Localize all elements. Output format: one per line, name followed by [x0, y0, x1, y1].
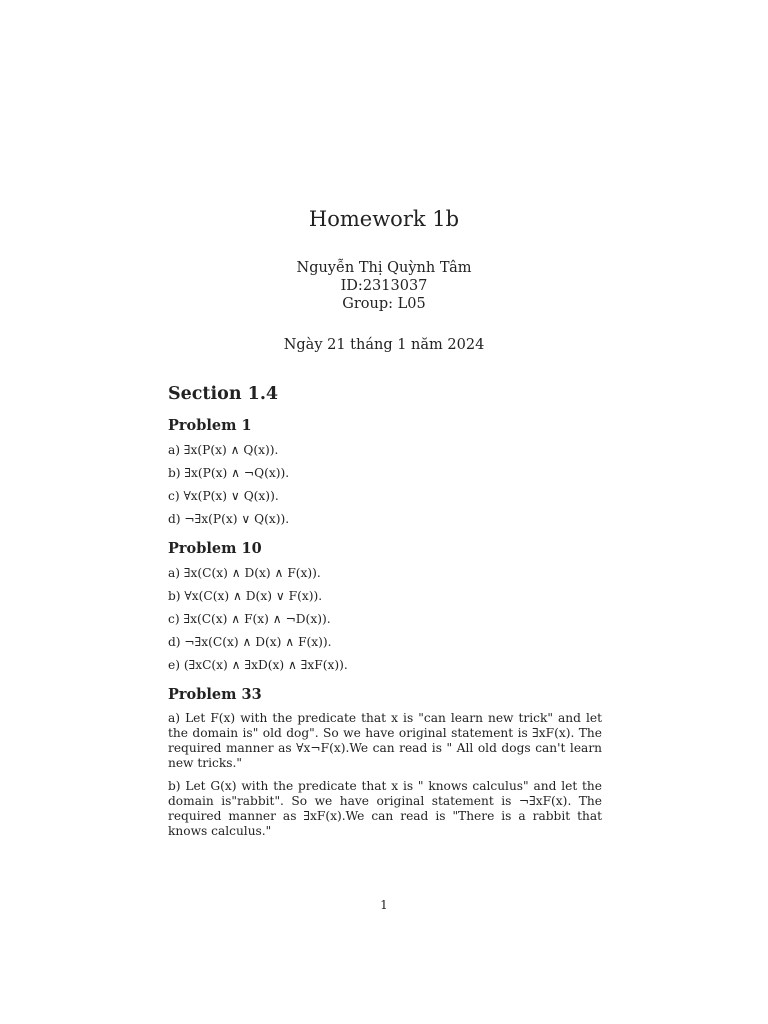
answer-paragraph: a) Let F(x) with the predicate that x is "can learn new trick" and let the domain is" old dog". So we have original statement is ∃xF(x). The required manner as ∀x¬F(x).We can read is " All old dogs can't learn new tricks." [168, 711, 602, 770]
document-date: Ngày 21 tháng 1 năm 2024 [283, 337, 485, 353]
problem-33 [168, 685, 602, 839]
problem-1 [168, 416, 602, 527]
answer-paragraph: b) Let G(x) with the predicate that x is " knows calculus" and let the domain is"rabbit". So we have original statement is ¬∃xF(x). The required manner as ∃xF(x).We can read is "There is a rabbit that knows calculus." [168, 779, 602, 838]
author-id: ID:2313037 [340, 278, 428, 294]
answer-item: b) ∃x(P(x) ∧ ¬Q(x)). [168, 466, 290, 480]
section-heading: Section 1.4 [168, 384, 279, 404]
author-block [0, 259, 768, 313]
answer-item: c) ∀x(P(x) ∨ Q(x)). [168, 489, 279, 503]
answer-item: e) (∃xC(x) ∧ ∃xD(x) ∧ ∃xF(x)). [168, 658, 348, 672]
answer-item: b) ∀x(C(x) ∧ D(x) ∨ F(x)). [168, 589, 323, 603]
answer-item: d) ¬∃x(C(x) ∧ D(x) ∧ F(x)). [168, 635, 332, 649]
problem-heading: Problem 33 [168, 686, 262, 703]
answer-item: a) ∃x(P(x) ∧ Q(x)). [168, 443, 279, 457]
answer-item: c) ∃x(C(x) ∧ F(x) ∧ ¬D(x)). [168, 612, 331, 626]
document-body [168, 382, 602, 851]
author-name: Nguyễn Thị Quỳnh Tâm [296, 260, 472, 276]
problem-heading: Problem 10 [168, 540, 262, 557]
problem-heading: Problem 1 [168, 417, 252, 434]
answer-item: d) ¬∃x(P(x) ∨ Q(x)). [168, 512, 290, 526]
problem-10 [168, 539, 602, 673]
author-group: Group: L05 [342, 296, 426, 312]
page-number: 1 [380, 898, 388, 912]
answer-item: a) ∃x(C(x) ∧ D(x) ∧ F(x)). [168, 566, 321, 580]
document-title: Homework 1b [308, 207, 460, 231]
